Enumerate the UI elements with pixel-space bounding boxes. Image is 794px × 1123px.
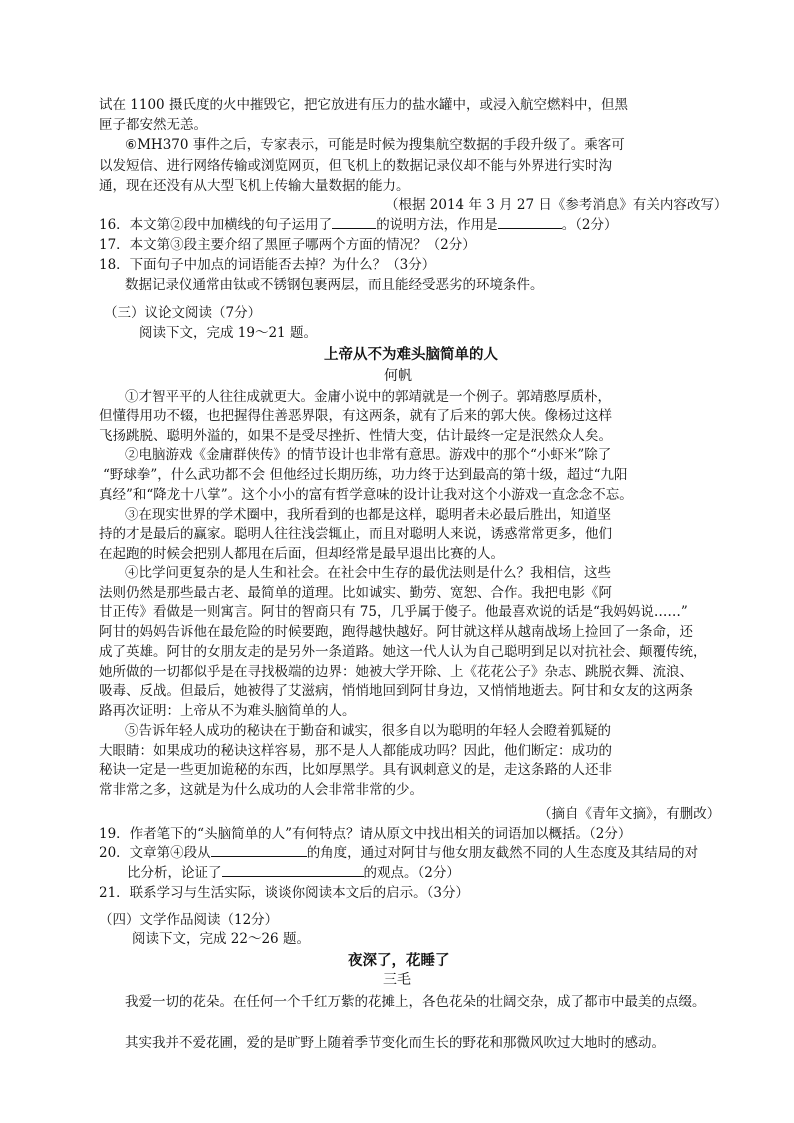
article-author: 何帆 (384, 368, 412, 384)
source-citation: （根据 2014 年 3 月 27 日《参考消息》有关内容改写） (385, 197, 728, 213)
section-3-header: （三）议论文阅读（7分） (104, 305, 262, 321)
article-title: 上帝从不为难头脑简单的人 (324, 346, 498, 363)
question-19: 19．作者笔下的“头脑简单的人”有何特点？请从原文中找出相关的词语加以概括。（2分） (99, 826, 632, 842)
question-20-part-c: 比分析，论证了 (127, 865, 222, 881)
article-line: 甘正传》看做是一则寓言。阿甘的智商只有 75，几乎属于傻子。他最喜欢说的话是“我妈妈说……” (99, 604, 688, 620)
article-line: ④比学问更复杂的是人生和社会。在社会中生存的最优法则是什么？我相信，这些 (125, 565, 611, 581)
story-title: 夜深了，花睡了 (348, 952, 450, 969)
article-line: 在起跑的时候会把别人都甩在后面，但却经常是最早退出比赛的人。 (99, 546, 504, 562)
article-line: 常非常之多，这就是为什么成功的人会非常非常的少。 (99, 782, 423, 798)
question-20-part-a: 20．文章第④段从 (99, 845, 211, 861)
article-line: 真经”和“降龙十八掌”。这个小小的富有哲学意味的设计让我对这个小游戏一直念念不忘。 (99, 487, 633, 503)
article-line: 吸毒、反战。但最后，她被得了艾滋病，悄悄地回到阿甘身边，又悄悄地逝去。阿甘和女友的这两条 (99, 683, 693, 699)
question-16-part-a: 16．本文第②段中加横线的句子运用了 (99, 217, 333, 233)
answer-blank[interactable] (498, 216, 562, 229)
story-author: 三毛 (383, 972, 411, 988)
article-line: ⑤告诉年轻人成功的秘诀在于勤奋和诚实，很多自以为聪明的年轻人会瞪着狐疑的 (125, 723, 611, 739)
article-line: “野球拳”，什么武功都不会 但他经过长期历练，功力终于达到最高的第十级，超过“九阳 (103, 467, 628, 483)
question-16-part-c: 。（2分） (561, 217, 618, 233)
article-line: 她所做的一切都似乎是在寻找极端的边界：她被大学开除、上《花花公子》杂志、跳脱衣舞、流浪、 (99, 664, 693, 680)
question-21: 21．联系学习与生活实际，谈谈你阅读本文后的启示。（3分） (99, 885, 470, 901)
article-line: ③在现实世界的学术圈中，我所看到的也都是这样，聪明者未必最后胜出，知道坚 (125, 507, 611, 523)
article-line: 但懂得用功不辍，也把握得住善恶界限，有这两条，就有了后来的郭大侠。像杨过这样 (99, 408, 612, 424)
article-line: ①才智平平的人往往成就更大。金庸小说中的郭靖就是一个例子。郭靖憨厚质朴， (125, 389, 611, 405)
article-line: 法则仍然是那些最古老、最简单的道理。比如诚实、勤劳、宽恕、合作。我把电影《阿 (99, 585, 612, 601)
question-18-sentence: 数据记录仪通常由钛或不锈钢包裹两层，而且能经受恶劣的环境条件。 (125, 277, 544, 293)
passage-line: 试在 1100 摄氏度的火中摧毁它，把它放进有压力的盐水罐中，或浸入航空燃料中，但黑 (99, 97, 628, 113)
passage-line: ⑥MH370 事件之后，专家表示，可能是时候为搜集航空数据的手段升级了。乘客可 (125, 137, 625, 153)
story-paragraph: 我爱一切的花朵。在任何一个千红万紫的花摊上，各色花朵的壮阔交杂，成了都市中最美的点缀。 (125, 994, 706, 1010)
question-17: 17．本文第③段主要介绍了黑匣子哪两个方面的情况？（2分） (99, 237, 476, 253)
story-paragraph: 其实我并不爱花圃，爱的是旷野上随着季节变化而生长的野花和那微风吹过大地时的感动。 (125, 1035, 665, 1051)
article-line: 大眼睛：如果成功的秘诀这样容易，那不是人人都能成功吗？因此，他们断定：成功的 (99, 743, 612, 759)
passage-line: 匣子都安然无恙。 (99, 117, 207, 133)
question-20 (99, 844, 698, 862)
question-20-part-b: 的角度，通过对阿甘与他女朋友截然不同的人生态度及其结局的对 (306, 845, 699, 861)
answer-blank[interactable] (211, 844, 307, 857)
article-line: 阿甘的妈妈告诉他在最危险的时候要跑，跑得越快越好。阿甘就这样从越南战场上捡回了一条命，还 (99, 624, 693, 640)
article-line: 飞扬跳脱、聪明外溢的，如果不是受尽挫折、性情大变，估计最终一定是泯然众人矣。 (99, 428, 612, 444)
article-line: 秘诀一定是一些更加诡秘的东西，比如厚黑学。具有讽刺意义的是，走这条路的人还非 (99, 762, 612, 778)
question-18: 18．下面句子中加点的词语能否去掉？为什么？（3分） (99, 257, 436, 273)
question-16-part-b: 的说明方法，作用是 (376, 217, 498, 233)
section-3-instruction: 阅读下文，完成 19～21 题。 (139, 325, 317, 341)
source-citation: （摘自《青年文摘》，有删改） (538, 806, 721, 822)
question-16 (99, 216, 618, 234)
article-line: 成了英雄。阿甘的女朋友走的是另外一条道路。她这一代人认为自己聪明到足以对抗社会、颠覆传统， (99, 644, 707, 660)
section-4-instruction: 阅读下文，完成 22～26 题。 (132, 931, 310, 947)
article-line: ②电脑游戏《金庸群侠传》的情节设计也非常有意思。游戏中的那个“小虾米”除了 (125, 447, 612, 463)
section-4-header: （四）文学作品阅读（12分） (99, 912, 279, 928)
passage-line: 通，现在还没有从大型飞机上传输大量数据的能力。 (99, 178, 410, 194)
question-20-continued (127, 864, 460, 882)
article-line: 路再次证明：上帝从不为难头脑简单的人。 (99, 703, 356, 719)
passage-line: 以发短信、进行网络传输或浏览网页，但飞机上的数据记录仪却不能与外界进行实时沟 (99, 158, 612, 174)
answer-blank[interactable] (222, 864, 364, 877)
answer-blank[interactable] (332, 216, 376, 229)
article-line: 持的才是最后的赢家。聪明人往往浅尝辄止，而且对聪明人来说，诱惑常常更多，他们 (99, 526, 612, 542)
question-20-part-d: 的观点。（2分） (363, 865, 460, 881)
